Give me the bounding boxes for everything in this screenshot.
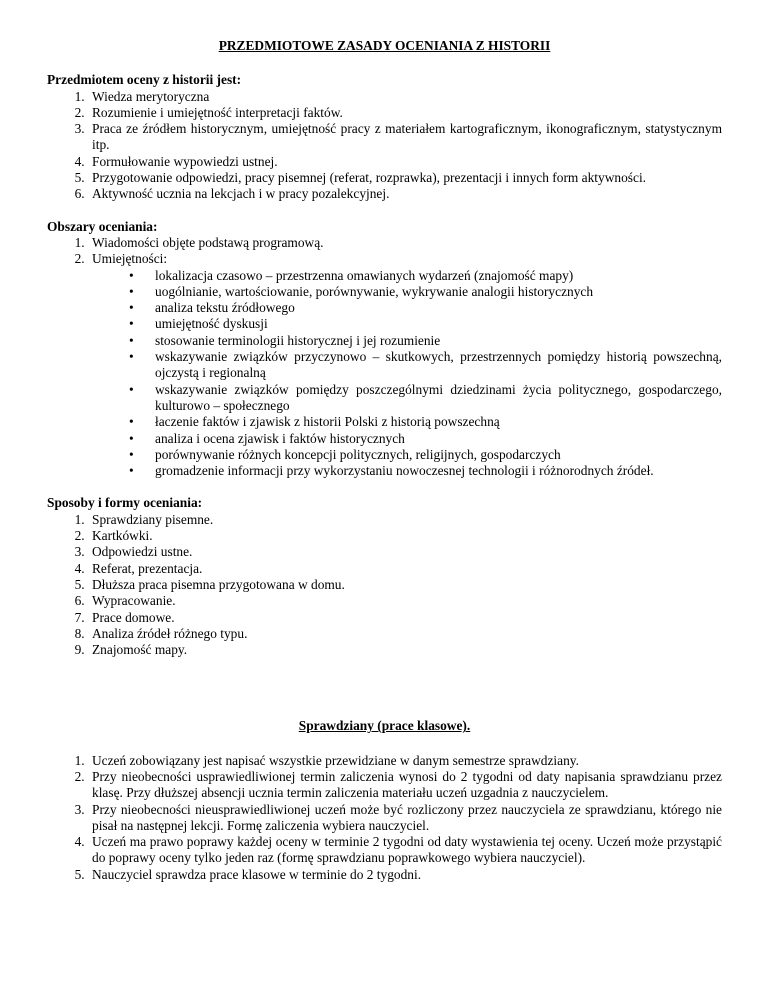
bullet-item: • porównywanie różnych koncepcji politycznych, religijnych, gospodarczych <box>151 447 722 463</box>
section-sprawdziany <box>47 753 722 883</box>
list-item: 4. Uczeń ma prawo poprawy każdej oceny w terminie 2 tygodni od daty wystawienia tej oceny. Uczeń może przystąpić do poprawy oceny tylko jeden raz (formę sprawdzianu poprawkowego wybiera nauczyciel). <box>88 834 722 867</box>
numbered-list <box>47 89 722 203</box>
numbered-list <box>47 753 722 883</box>
list-item-label: Umiejętności: <box>92 251 168 267</box>
list-item: 4. Referat, prezentacja. <box>88 561 722 577</box>
list-item: 5. Dłuższa praca pisemna przygotowana w domu. <box>88 577 722 593</box>
bullet-item: • wskazywanie związków pomiędzy poszczególnymi dziedzinami życia politycznego, gospodarczego, kulturowo – społecznego <box>151 382 722 415</box>
bullet-item: • uogólnianie, wartościowanie, porównywanie, wykrywanie analogii historycznych <box>151 284 722 300</box>
list-item: 8. Analiza źródeł różnego typu. <box>88 626 722 642</box>
section-obszary <box>47 219 722 480</box>
bullet-item: • gromadzenie informacji przy wykorzystaniu nowoczesnej technologii i różnorodnych źródeł. <box>151 463 722 479</box>
list-item: 6. Wypracowanie. <box>88 593 722 609</box>
list-item: 1. Wiedza merytoryczna <box>88 89 722 105</box>
document-title: PRZEDMIOTOWE ZASADY OCENIANIA Z HISTORII <box>218 38 551 53</box>
list-item: 7. Prace domowe. <box>88 610 722 626</box>
section-heading: Obszary oceniania: <box>47 218 158 234</box>
list-item: 3. Praca ze źródłem historycznym, umiejętność pracy z materiałem kartograficznym, ikonograficznym, statystycznym itp. <box>88 121 722 154</box>
list-item: 5. Nauczyciel sprawdza prace klasowe w terminie do 2 tygodni. <box>88 867 722 883</box>
list-item: 2. Rozumienie i umiejętność interpretacji faktów. <box>88 105 722 121</box>
section-heading: Przedmiotem oceny z historii jest: <box>47 72 242 88</box>
list-item: 3. Przy nieobecności nieusprawiedliwionej uczeń może być rozliczony przez nauczyciela ze sprawdzianu, którego nie pisał na następnej lekcji. Formę zaliczenia wybiera nauczyciel. <box>88 802 722 835</box>
list-item: 3. Odpowiedzi ustne. <box>88 544 722 560</box>
bullet-item: • analiza tekstu źródłowego <box>151 300 722 316</box>
list-item: 2. Kartkówki. <box>88 528 722 544</box>
bullet-item: • stosowanie terminologii historycznej i jej rozumienie <box>151 333 722 349</box>
list-item: 9. Znajomość mapy. <box>88 642 722 658</box>
list-item: 1. Sprawdziany pisemne. <box>88 512 722 528</box>
bullet-list <box>92 268 722 480</box>
section-przedmiot <box>47 72 722 202</box>
bullet-item: • lokalizacja czasowo – przestrzenna omawianych wydarzeń (znajomość mapy) <box>151 268 722 284</box>
list-item: 6. Aktywność ucznia na lekcjach i w pracy pozalekcyjnej. <box>88 186 722 202</box>
bullet-item: • analiza i ocena zjawisk i faktów historycznych <box>151 431 722 447</box>
list-item <box>88 251 722 479</box>
numbered-list <box>47 235 722 479</box>
list-item: 1. Uczeń zobowiązany jest napisać wszystkie przewidziane w danym semestrze sprawdziany. <box>88 753 722 769</box>
numbered-list <box>47 512 722 659</box>
list-item: 4. Formułowanie wypowiedzi ustnej. <box>88 154 722 170</box>
list-item: 5. Przygotowanie odpowiedzi, pracy pisemnej (referat, rozprawka), prezentacji i innych form aktywności. <box>88 170 722 186</box>
bullet-item: • umiejętność dyskusji <box>151 316 722 332</box>
list-item: 1. Wiadomości objęte podstawą programową. <box>88 235 722 251</box>
section-heading: Sposoby i formy oceniania: <box>47 495 203 511</box>
section-title-sprawdziany: Sprawdziany (prace klasowe). <box>298 718 471 734</box>
bullet-item: • wskazywanie związków przyczynowo – skutkowych, przestrzennych pomiędzy historią powszechną, ojczystą i regionalną <box>151 349 722 382</box>
document-page <box>47 38 722 883</box>
section-sposoby <box>47 495 722 658</box>
bullet-item: • łaczenie faktów i zjawisk z historii Polski z historią powszechną <box>151 414 722 430</box>
list-item: 2. Przy nieobecności usprawiedliwionej termin zaliczenia wynosi do 2 tygodni od daty napisania sprawdzianu przez klasę. Przy dłuższej absencji ucznia termin zaliczenia materiału uczeń uzgadnia z nauczycielem. <box>88 769 722 802</box>
